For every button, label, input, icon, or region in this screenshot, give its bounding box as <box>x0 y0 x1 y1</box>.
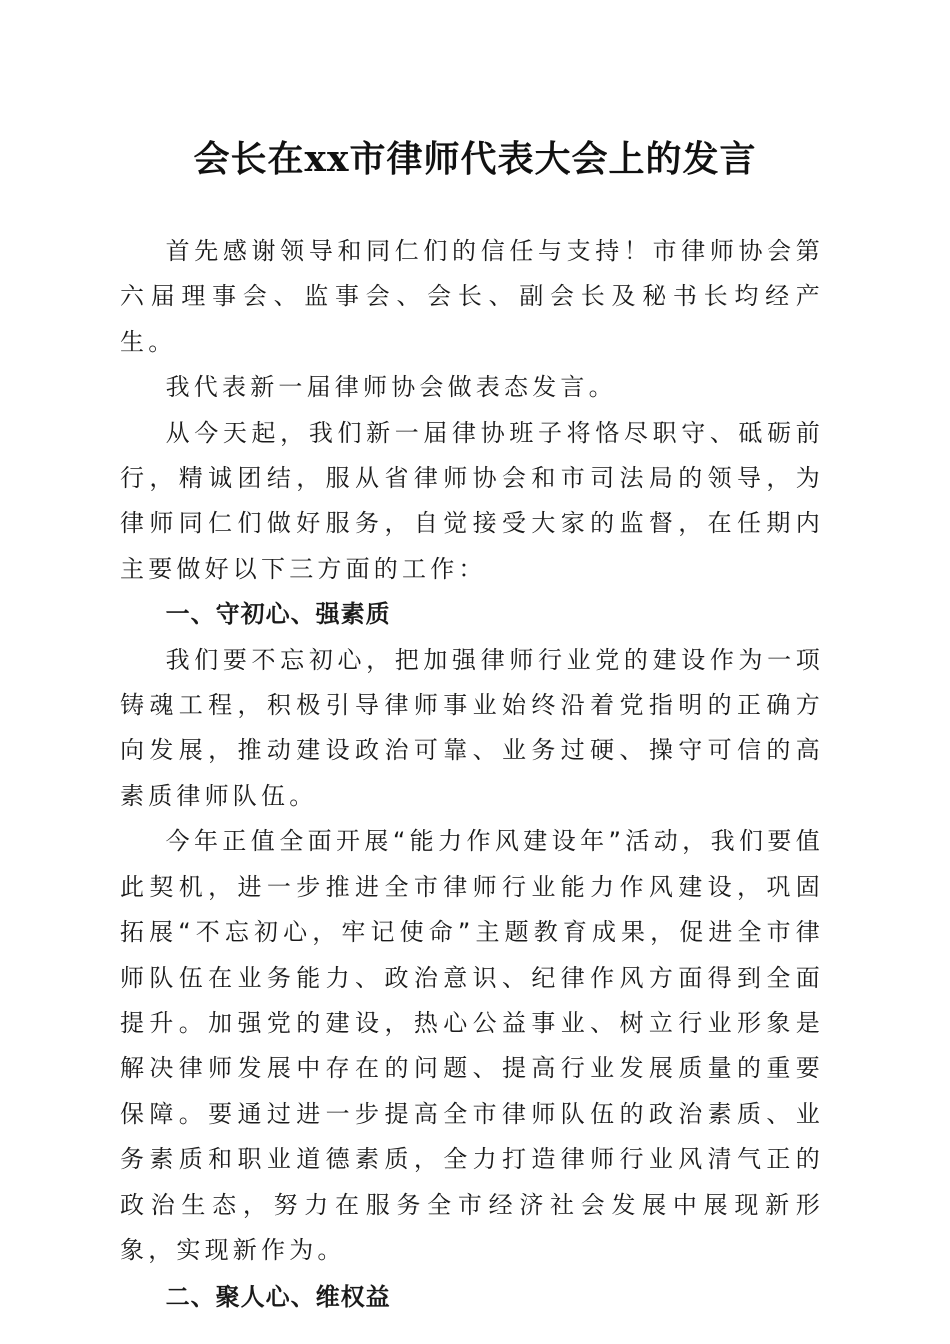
paragraph-commitment: 从今天起，我们新一届律协班子将恪尽职守、砥砺前行，精诚团结，服从省律师协会和市司法局的领导，为律师同仁们做好服务，自觉接受大家的监督，在任期内主要做好以下三方面的工作： <box>120 418 824 583</box>
document-title: 会长在xx市律师代表大会上的发言 <box>193 138 757 180</box>
document-body <box>120 229 824 1321</box>
section-heading-2: 二、聚人心、维权益 <box>165 1283 391 1312</box>
section-1-paragraph-2: 今年正值全面开展“能力作风建设年”活动，我们要值此契机，进一步推进全市律师行业能力作风建设，巩固拓展“不忘初心，牢记使命”主题教育成果，促进全市律师队伍在业务能力、政治意识、纪律作风方面得到全面提升。加强党的建设，热心公益事业、树立行业形象是解决律师发展中存在的问题、提高行业发展质量的重要保障。要通过进一步提高全市律师队伍的政治素质、业务素质和职业道德素质，全力打造律师行业风清气正的政治生态，努力在服务全市经济社会发展中展现新形象，实现新作为。 <box>120 827 824 1264</box>
section-heading-1: 一、守初心、强素质 <box>165 600 391 629</box>
paragraph-intro: 首先感谢领导和同仁们的信任与支持！市律师协会第六届理事会、监事会、会长、副会长及秘书长均经产生。 <box>120 237 824 356</box>
paragraph-statement: 我代表新一届律师协会做表态发言。 <box>165 373 617 402</box>
section-1-paragraph-1: 我们要不忘初心，把加强律师行业党的建设作为一项铸魂工程，积极引导律师事业始终沿着党指明的正确方向发展，推动建设政治可靠、业务过硬、操守可信的高素质律师队伍。 <box>120 645 824 810</box>
